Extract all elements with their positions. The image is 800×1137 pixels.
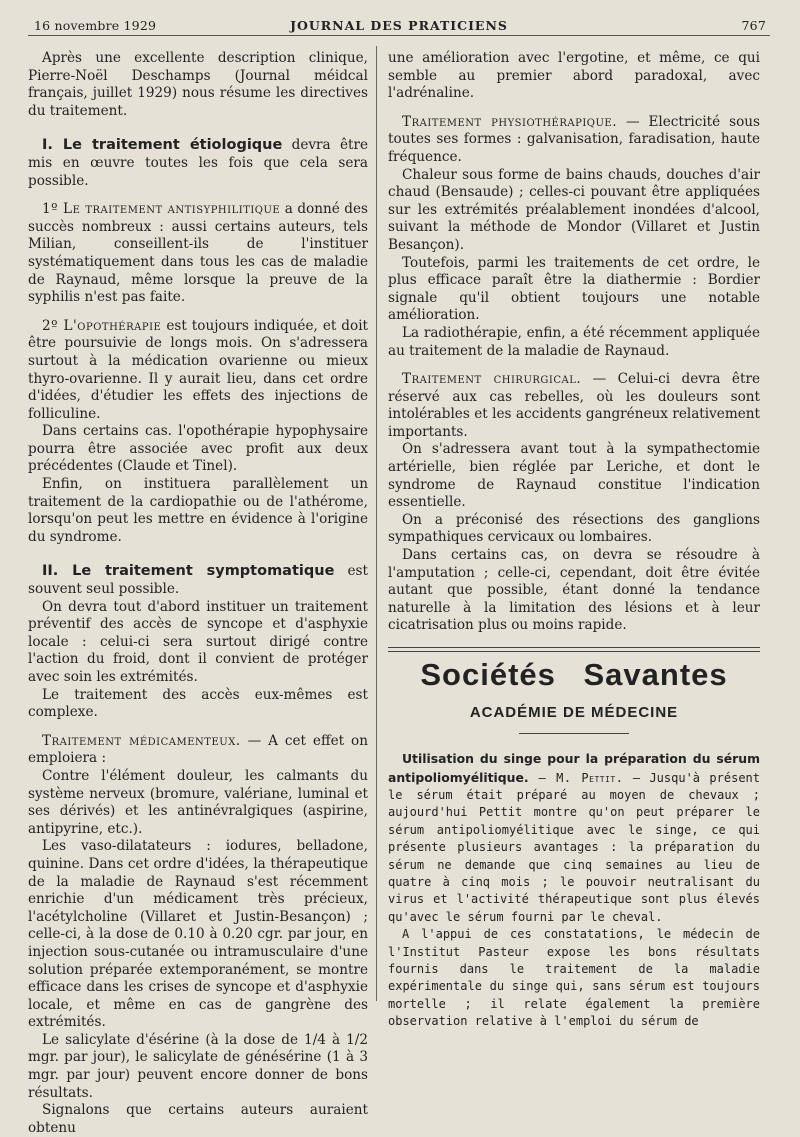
paragraph-antisyphilitique: [28, 201, 368, 307]
article-paragraph-2: A l'appui de ces constatations, le médecin de l'Institut Pasteur expose les bons résultats fournis dans le traitement de la maladie expérimentale du singe qui, sans sérum est toujours mortelle ; il relate également la première observation relative à l'emploi du sérum de: [388, 927, 760, 1029]
paragraph-preventif: On devra tout d'abord instituer un traitement préventif des accès de syncope et d'asphyxie locale : celui-ci sera surtout dirigé contre l'action du froid, dont il convient de protéger avec soin les extrémités.: [28, 598, 368, 685]
intro-paragraph: Après une excellente description clinique, Pierre-Noël Deschamps (Journal méidcal français, juillet 1929) nous résume les directives du traitement.: [28, 50, 368, 119]
paragraph-eserine: Le salicylate d'ésérine (à la dose de 1/4 à 1/2 mgr. par jour), le salicylate de génésérine (1 à 3 mgr. par jour) peuvent encore donner de bons résultats.: [28, 1031, 368, 1101]
header-rule: [28, 35, 770, 36]
header-date: 16 novembre 1929: [34, 18, 157, 33]
article-body: [388, 750, 760, 1031]
chirurgical-text: — Celui-ci devra être réservé aux cas rebelles, où les douleurs sont intolérables et les accidents gangréneux relativement importants.: [388, 371, 760, 440]
paragraph-resections: On a préconisé des résections des ganglions sympathiques cervicaux ou lombaires.: [388, 511, 760, 546]
section-2-text: est souvent seul possible.: [28, 563, 368, 598]
paragraph-douleur: Contre l'élément douleur, les calmants du système nerveux (bromure, valériane, luminal et ses dérivés) et les antinévralgiques (aspirine, antipyrine, etc.).: [28, 767, 368, 837]
opotherapie-label: 2º L'opothérapie: [42, 317, 162, 334]
medicamenteux-label: Traitement médicamenteux.: [42, 732, 241, 749]
paragraph-vaso-dilatateurs: Les vaso-dilatateurs : iodures, belladone, quinine. Dans cet ordre d'idées, la thérapeutique de la maladie de Raynaud s'est récemment enrichie d'un médicament très précieux, l'acétylcholine (Villaret et Justin-Besançon) ; celle-ci, à la dose de 0.10 à 0.20 cgr. par jour, en injection sous-cutanée ou intramusculaire d'une solution préparée extemporanément, se montre efficace dans les crises de syncope et d'asphyxie locale, et même en cas de gangrène des extrémités.: [28, 838, 368, 1031]
paragraph-acces: Le traitement des accès eux-mêmes est complexe.: [28, 686, 368, 721]
medicamenteux-text: — A cet effet on emploiera :: [28, 732, 368, 767]
section-1-heading: [28, 137, 368, 190]
academie-rule: [519, 733, 629, 734]
paragraph-cardiopathie: Enfin, on instituera parallèlement un traitement de la cardiopathie ou de l'athérome, lorsqu'on peut les mettre en évidence à l'origine du syndrome.: [28, 476, 368, 545]
paragraph-sympathectomie: On s'adressera avant tout à la sympathectomie artérielle, bien réglée par Leriche, et dont le syndrome de Raynaud constitue l'indication essentielle.: [388, 441, 760, 511]
paragraph-radiotherapie: La radiothérapie, enfin, a été récemment appliquée au traitement de la maladie de Raynaud.: [388, 324, 760, 359]
paragraph-opotherapie: [28, 318, 368, 424]
section-double-rule: [388, 647, 760, 652]
academie-heading: ACADÉMIE DE MÉDECINE: [469, 703, 679, 721]
physiotherapique-label: Traitement physiothérapique.: [402, 113, 618, 130]
header-page-number: 767: [741, 18, 766, 33]
section-2-heading: [28, 563, 368, 598]
paragraph-ergotine: une amélioration avec l'ergotine, et même, ce qui semble au premier abord paradoxal, avec l'adrénaline.: [388, 50, 760, 102]
section-1-text: devra être mis en œuvre toutes les fois que cela sera possible.: [28, 137, 368, 189]
section-2-title: II. Le traitement symptomatique: [42, 563, 335, 580]
section-1-title: I. Le traitement étiologique: [42, 137, 283, 154]
article-paragraph-1: [388, 750, 760, 926]
article-text: — Jusqu'à présent le sérum était préparé au moyen de chevaux ; aujourd'hui Pettit montre qu'on peut préparer le sérum antipoliomyélitique avec le singe, ce qui présente plusieurs avantages : la préparation du sérum ne demande que cinq semaines au lieu de quatre à cinq mois ; le pouvoir neutralisant du virus et l'activité thérapeutique sont plus élevés qu'avec le sérum fourni par le cheval.: [388, 770, 760, 924]
paragraph-chirurgical: [388, 371, 760, 441]
article-author: — M. Pettit.: [528, 770, 624, 785]
paragraph-physiotherapique: [388, 114, 760, 167]
column-separator: [376, 46, 377, 1001]
paragraph-amputation: Dans certains cas, on devra se résoudre à l'amputation ; celle-ci, cependant, doit être évitée autant que possible, étant donné la tendance naturelle à la limitation des lésions et à leur cicatrisation plus ou moins rapide.: [388, 547, 760, 634]
header-journal-title: JOURNAL DES PRATICIENS: [290, 18, 508, 33]
antisyphilitique-label: 1º Le traitement antisyphilitique: [42, 201, 281, 218]
paragraph-chaleur: Chaleur sous forme de bains chauds, douches d'air chaud (Bensaude) ; celles-ci pouvant être appliquées sur les extrémités préalablement inondées d'alcool, suivant la méthode de Mondor (Villaret et Justin Besançon).: [388, 166, 760, 253]
paragraph-hypophysaire: Dans certains cas. l'opothérapie hypophysaire pourra être associée avec profit aux deux précédentes (Claude et Tinel).: [28, 423, 368, 475]
societes-savantes-title: Sociétés Savantes: [420, 657, 728, 692]
page-header: [28, 14, 770, 32]
physiotherapique-text: — Electricité sous toutes ses formes : galvanisation, faradisation, haute fréquence.: [388, 113, 761, 165]
left-column: [28, 50, 368, 1137]
paragraph-medicamenteux: [28, 733, 368, 768]
paragraph-diathermie: Toutefois, parmi les traitements de cet ordre, le plus efficace paraît être la diathermie : Bordier signale qu'il obtient toujours une notable amélioration.: [388, 254, 760, 324]
opotherapie-text: est toujours indiquée, et doit être poursuivie de longs mois. On s'adressera surtout à la médication ovarienne ou mieux thyro-ovarienne. Il y aurait lieu, dans cet ordre d'idées, d'étudier les effets des injections de folliculine.: [28, 317, 369, 422]
right-column: [388, 50, 760, 1031]
article-title: Utilisation du singe pour la préparation du sérum antipoliomyélitique.: [388, 751, 760, 785]
chirurgical-label: Traitement chirurgical.: [402, 371, 582, 388]
paragraph-signalons: Signalons que certains auteurs auraient obtenu: [28, 1102, 368, 1136]
antisyphilitique-text: a donné des succès nombreux : aussi certains auteurs, tels Milian, conseillent-ils de l'instituer systématiquement dans tous les cas de maladie de Raynaud, même lorsque la preuve de la syphilis n'est pas faite.: [28, 201, 368, 306]
